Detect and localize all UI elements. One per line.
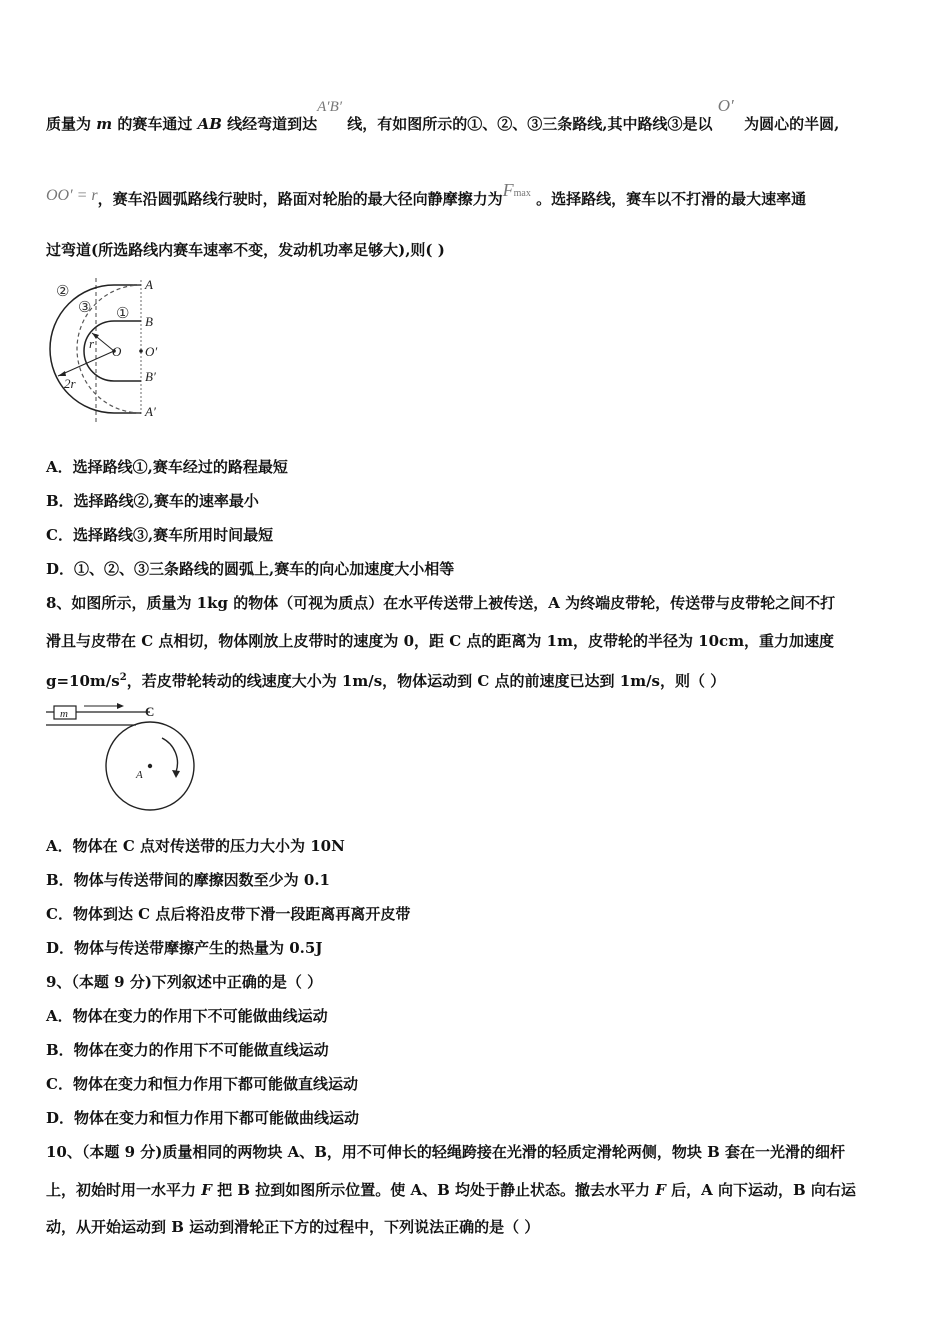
q8-line-3 [46,668,725,691]
rotation-arrow [162,738,177,772]
fmax-symbol: F [502,180,514,200]
q9-option-b: B．物体在变力的作用下不可能做直线运动 [46,1041,329,1059]
pulley-a-label: A [136,769,143,781]
force-f-symbol: F [201,1181,212,1199]
q10-line-2 [46,1180,856,1200]
point-o-label: O [112,344,122,359]
center-oprime-dot [139,349,143,353]
q7-text: 。选择路线，赛车以不打滑的最大速率通 [536,190,807,208]
q10-line-3: 动，从开始运动到 B 运动到滑轮正下方的过程中，下列说法正确的是（ ） [46,1218,540,1236]
rotation-arrowhead [172,770,180,778]
q7-line-1 [46,96,840,135]
q10-text: 后，A 向下运动，B 向右运 [665,1181,856,1199]
route-3-label: ③ [78,300,92,316]
q9-option-d: D．物体在变力和恒力作用下都可能做曲线运动 [46,1109,360,1127]
line-ab-symbol: AB [197,115,222,133]
q7-option-b: B．选择路线②,赛车的速率最小 [46,492,259,510]
point-c-label: C [145,704,155,719]
point-bprime-label: B′ [145,369,156,384]
force-f-symbol: F [655,1181,666,1199]
q10-text: 把 B 拉到如图所示位置。使 A、B 均处于静止状态。撤去水平力 [211,1181,656,1199]
q7-option-a: A．选择路线①,赛车经过的路程最短 [46,458,288,476]
q7-text: ，赛车沿圆弧路线行驶时，路面对轮胎的最大径向静摩擦力为 [97,190,503,208]
oo-equals-r-formula: OO′ = r [46,187,98,204]
mass-symbol: m [96,115,113,133]
q8-option-d: D．物体与传送带摩擦产生的热量为 0.5J [46,939,323,957]
velocity-arrowhead [117,703,124,709]
pulley-center-dot [148,764,152,768]
q7-option-c: C．选择路线③,赛车所用时间最短 [46,526,274,544]
race-track-figure [44,276,184,424]
conveyor-belt-figure [44,698,204,814]
q8-text: g=10m/s [46,672,120,690]
oprime-symbol: O′ [717,96,734,115]
q7-text: 的赛车通过 [112,115,198,133]
q7-line-3: 过弯道(所选路线内赛车速率不变，发动机功率足够大),则( ) [46,241,445,259]
point-b-label: B [145,314,153,329]
fmax-subscript: max [513,188,531,199]
q8-option-a: A．物体在 C 点对传送带的压力大小为 10N [46,837,345,855]
point-aprime-label: A′ [145,404,156,419]
line-aprime-bprime-symbol: A′B′ [317,99,343,115]
route-1-label: ① [116,306,130,322]
q8-option-c: C．物体到达 C 点后将沿皮带下滑一段距离再离开皮带 [46,905,411,923]
q10-line-1: 10、（本题 9 分)质量相同的两物块 A、B，用不可伸长的轻绳跨接在光滑的轻质定滑轮两侧，物块 B 套在一光滑的细杆 [46,1143,846,1161]
q7-text: 线经弯道到达 [221,115,318,133]
point-a-label: A [145,277,153,292]
q9-option-c: C．物体在变力和恒力作用下都可能做直线运动 [46,1075,358,1093]
route-2-label: ② [56,284,70,300]
point-oprime-label: O′ [145,344,158,359]
q7-text: 线，有如图所示的①、②、③三条路线,其中路线③是以 [347,115,713,133]
q7-line-2 [46,180,807,212]
q8-line-1: 8、如图所示，质量为 1kg 的物体（可视为质点）在水平传送带上被传送，A 为终端皮带轮，传送带与皮带轮之间不打 [46,594,836,612]
q9-stem: 9、（本题 9 分)下列叙述中正确的是（ ） [46,973,323,991]
q10-text: 上，初始时用一水平力 [46,1181,202,1199]
q8-option-b: B．物体与传送带间的摩擦因数至少为 0.1 [46,871,330,889]
q7-text: 为圆心的半圆, [744,115,840,133]
radius-2r-label: 2r [64,376,76,391]
q9-option-a: A．物体在变力的作用下不可能做曲线运动 [46,1007,328,1025]
block-m-label: m [60,708,68,720]
radius-r-label: r [89,336,95,351]
q8-line-2: 滑且与皮带在 C 点相切，物体刚放上皮带时的速度为 0，距 C 点的距离为 1m，皮带轮的半径为 10cm，重力加速度 [46,632,835,650]
q7-text: 质量为 [46,115,97,133]
q8-superscript: 2 [119,672,127,683]
q8-text: ，若皮带轮转动的线速度大小为 1m/s，物体运动到 C 点的前速度已达到 1m/s，则（ ） [126,672,726,690]
q7-option-d: D．①、②、③三条路线的圆弧上,赛车的向心加速度大小相等 [46,560,455,578]
radius-2r-arrow [58,351,114,376]
